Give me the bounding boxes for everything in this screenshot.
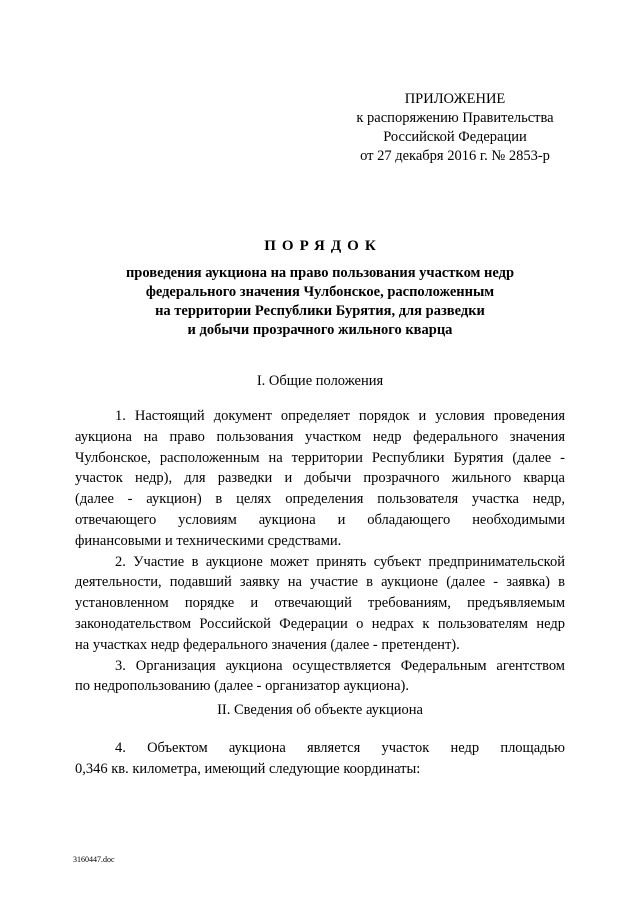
subtitle-line: и добычи прозрачного жильного кварца xyxy=(187,322,453,338)
subtitle-line: проведения аукциона на право пользования участком недр xyxy=(125,265,515,281)
paragraph-line: 3. Организация аукциона осуществляется Федеральным агентством xyxy=(115,657,565,674)
document-subtitle xyxy=(90,264,550,340)
paragraph-line: 2. Участие в аукционе может принять субъект предпринимательской xyxy=(115,553,565,570)
paragraph-line: законодательством Российской Федерации о недрах к пользователям недр xyxy=(75,615,565,632)
subtitle-line: на территории Республики Бурятия, для разведки xyxy=(155,303,485,319)
paragraph-line: финансовыми и техническими средствами. xyxy=(75,532,342,549)
paragraph-line: по недропользованию (далее - организатор аукциона). xyxy=(75,678,409,695)
paragraph-line: установленном порядке и отвечающий требованиям, предъявляемым xyxy=(75,595,565,612)
appendix-date-number: от 27 декабря 2016 г. № 2853-р xyxy=(360,148,550,164)
section-body-general xyxy=(75,406,565,697)
section-heading-general: I. Общие положения xyxy=(256,373,384,389)
paragraph-line: участок недр), для разведки и добычи прозрачного жильного кварца xyxy=(75,470,565,487)
paragraph-line: (далее - аукцион) в целях определения пользователя участка недр, xyxy=(75,491,565,508)
paragraph-line: 0,346 кв. километра, имеющий следующие координаты: xyxy=(75,760,421,777)
section-body-object xyxy=(75,738,565,780)
paragraph-line: отвечающего условиям аукциона и обладающего необходимыми xyxy=(75,511,565,528)
paragraph-line: деятельности, подавший заявку на участие в аукционе (далее - заявка) в xyxy=(75,574,565,591)
document-title: ПОРЯДОК xyxy=(264,238,382,254)
appendix-ref-line: к распоряжению Правительства xyxy=(356,110,554,126)
paragraph-line: 4. Объектом аукциона является участок недр площадью xyxy=(115,740,565,756)
section-heading-object: II. Сведения об объекте аукциона xyxy=(217,702,423,718)
paragraph-line: Чулбонское, расположенным на территории Республики Бурятия (далее - xyxy=(75,449,565,466)
paragraph-line: на участках недр федерального значения (далее - претендент). xyxy=(75,636,460,653)
appendix-header xyxy=(330,90,580,166)
appendix-ref-line: Российской Федерации xyxy=(383,129,527,145)
subtitle-line: федерального значения Чулбонское, расположенным xyxy=(145,284,495,300)
file-name-footer: 3160447.doc xyxy=(73,855,115,864)
paragraph-line: 1. Настоящий документ определяет порядок и условия проведения xyxy=(115,408,565,424)
appendix-label: ПРИЛОЖЕНИЕ xyxy=(404,91,506,107)
paragraph-line: аукциона на право пользования участком недр федерального значения xyxy=(75,428,565,445)
